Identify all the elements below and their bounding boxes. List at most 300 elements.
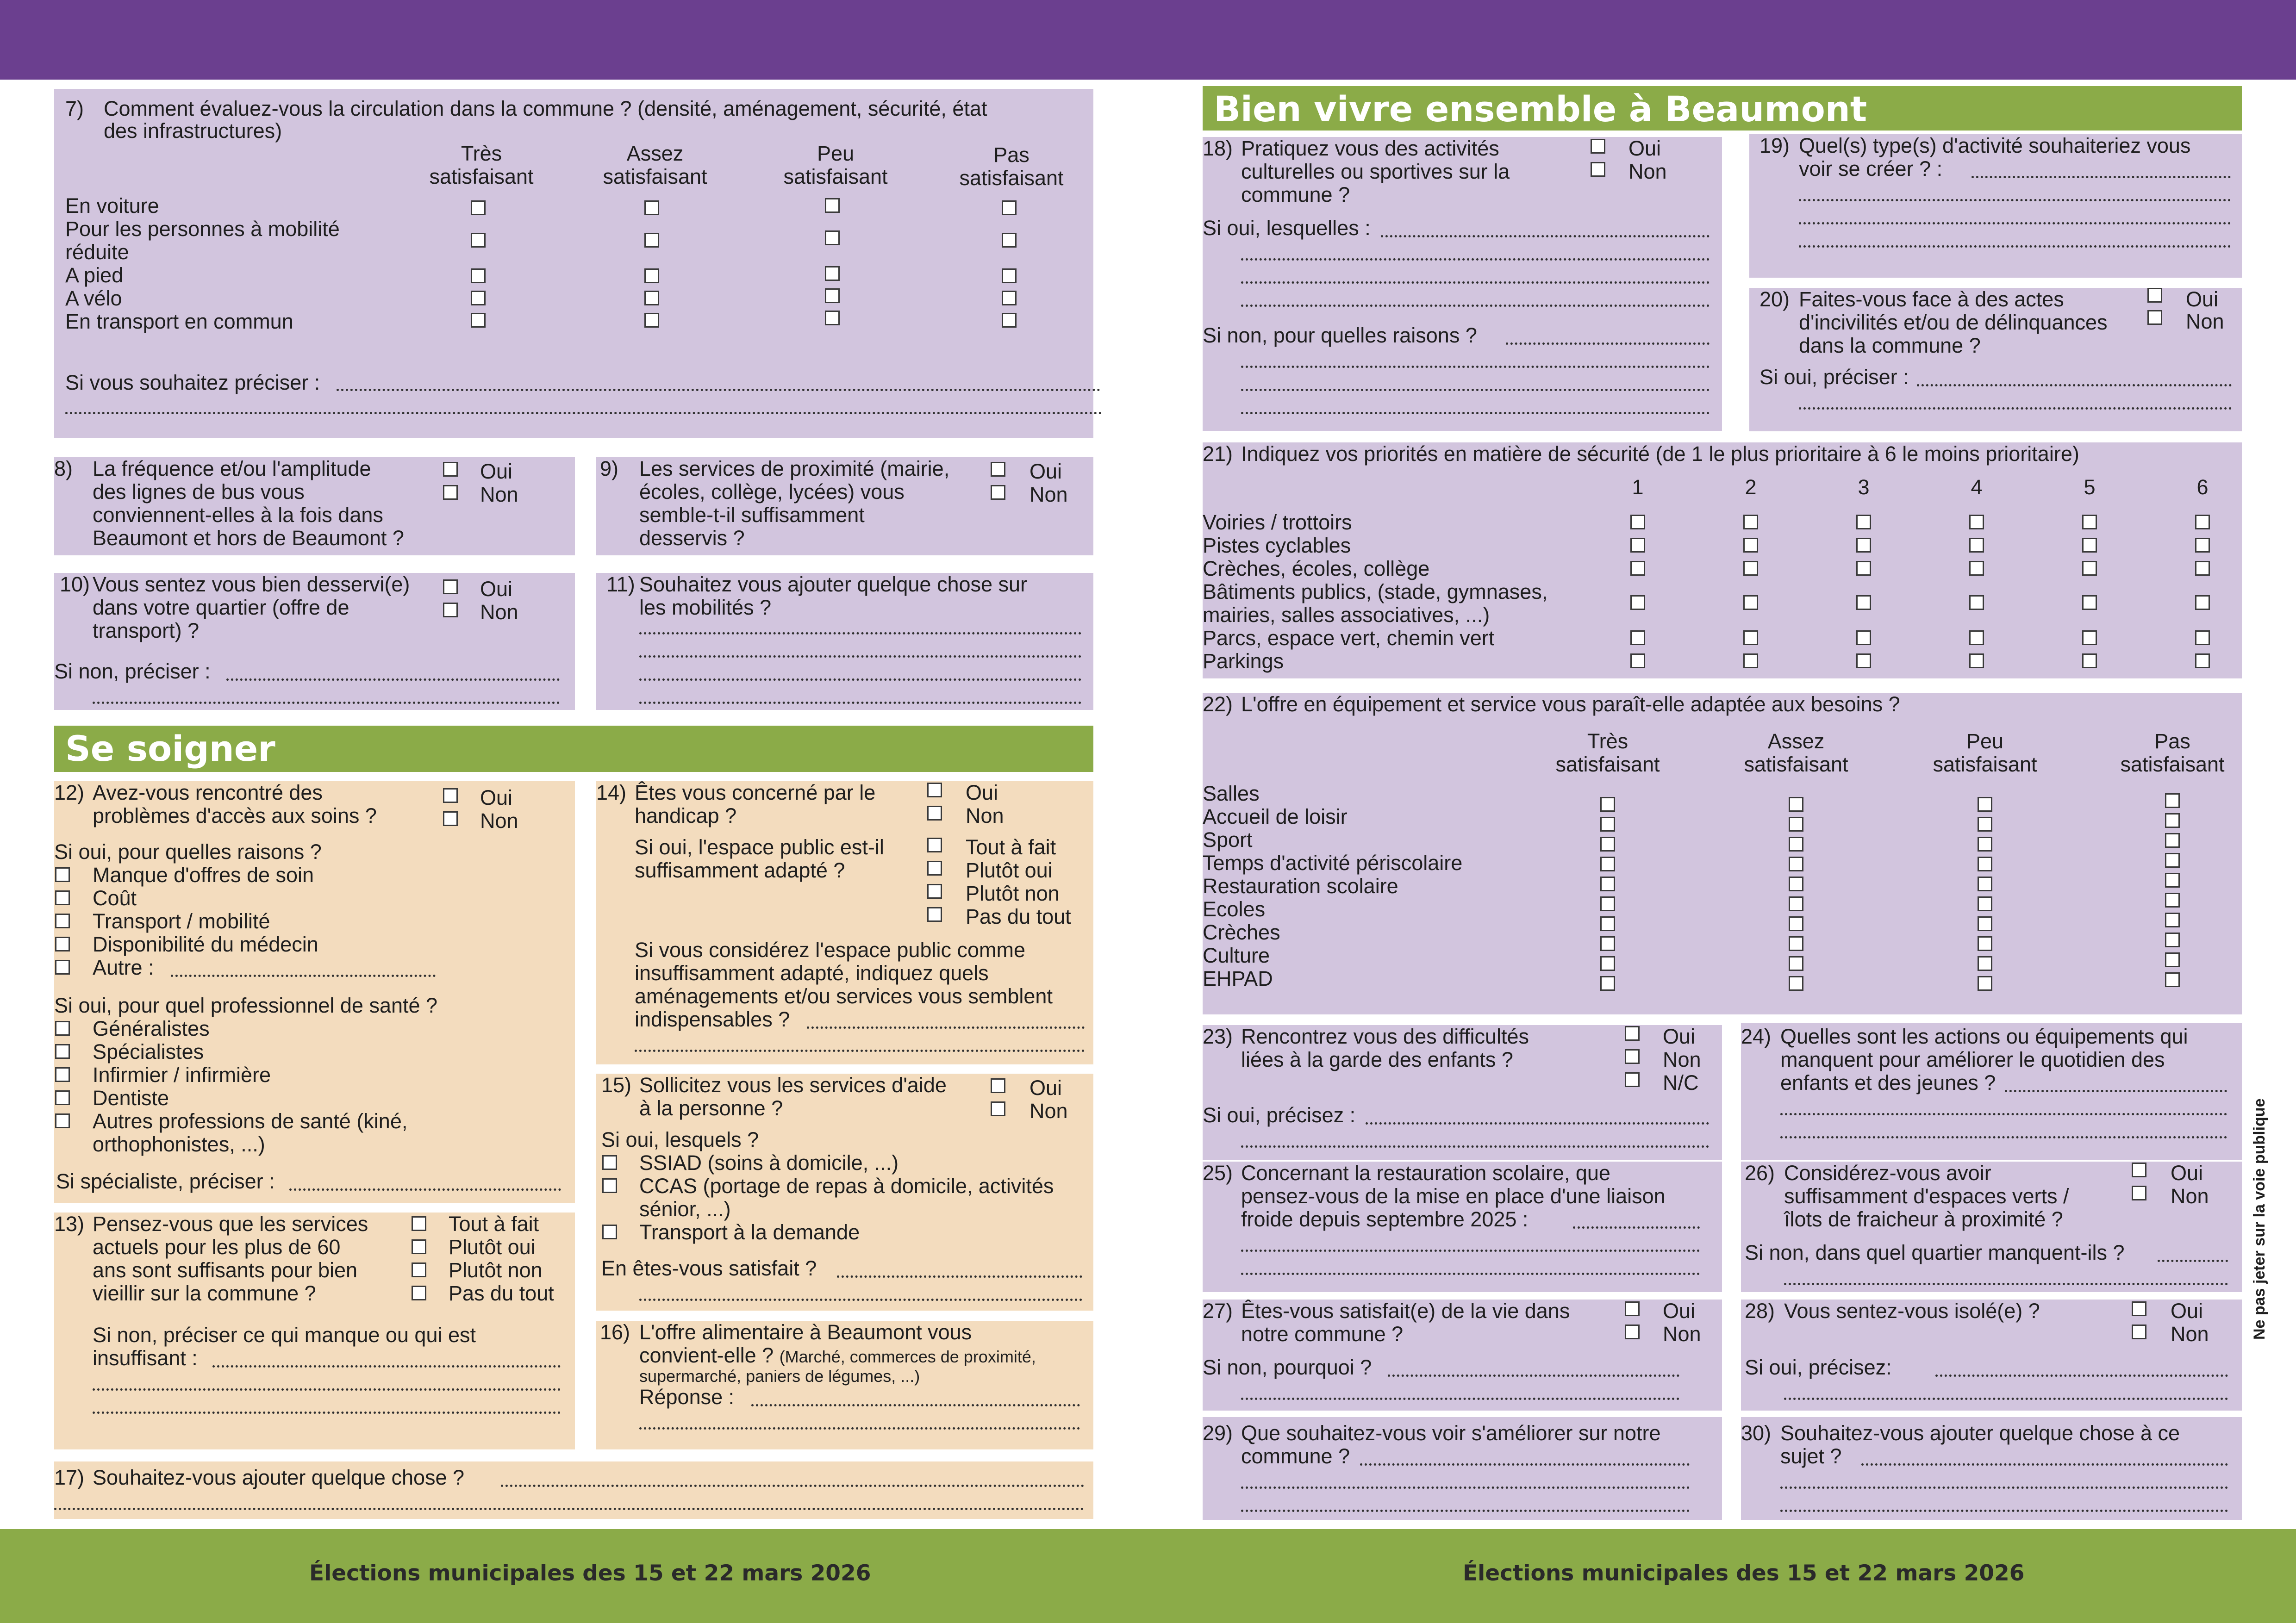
q22-checkbox[interactable]	[1789, 896, 1803, 911]
q21-checkbox[interactable]	[2195, 538, 2210, 553]
q7-checkbox[interactable]	[644, 233, 659, 248]
q21-checkbox[interactable]	[2082, 630, 2097, 645]
q15-service-checkbox[interactable]	[602, 1155, 617, 1170]
q7-checkbox[interactable]	[471, 313, 486, 328]
q10-answer-line[interactable]	[226, 678, 560, 681]
q8-non-checkbox[interactable]	[443, 485, 458, 500]
q25-answer-line[interactable]	[1241, 1273, 1700, 1275]
q21-checkbox[interactable]	[1969, 515, 1984, 529]
q18-yes-line[interactable]	[1381, 235, 1710, 237]
q30-answer-line[interactable]	[1780, 1486, 2228, 1489]
q21-row-label: Crèches, écoles, collège	[1203, 557, 1430, 580]
q22-checkbox[interactable]	[1789, 817, 1803, 832]
q18-no-line[interactable]	[1241, 389, 1710, 391]
q13-option-checkbox[interactable]	[412, 1216, 426, 1231]
q14-follow-line: Si vous considérez l'espace public comme	[635, 938, 1025, 962]
q22-checkbox[interactable]	[1600, 976, 1615, 991]
q21-checkbox[interactable]	[2082, 515, 2097, 529]
q20-non-checkbox[interactable]	[2147, 310, 2162, 325]
q18-non-checkbox[interactable]	[1591, 162, 1605, 177]
q19-answer-line[interactable]	[1799, 222, 2231, 224]
q22-checkbox[interactable]	[1978, 857, 1992, 871]
q22-checkbox[interactable]	[1600, 817, 1615, 832]
q22-checkbox[interactable]	[1600, 956, 1615, 971]
q15-oui-label: Oui	[1029, 1076, 1062, 1100]
q21-checkbox[interactable]	[1743, 561, 1758, 576]
q12-spec-line[interactable]	[289, 1188, 561, 1191]
q7-col4-header: Pas satisfaisant	[959, 143, 1064, 190]
q22-checkbox[interactable]	[1789, 837, 1803, 852]
q12-pro-checkbox[interactable]	[55, 1067, 70, 1082]
q14-option-checkbox[interactable]	[927, 838, 942, 852]
q21-checkbox[interactable]	[1743, 630, 1758, 645]
q22-checkbox[interactable]	[1978, 956, 1992, 971]
q7-checkbox[interactable]	[1002, 291, 1017, 305]
q9-non-checkbox[interactable]	[991, 485, 1005, 500]
q13-answer-line[interactable]	[212, 1365, 561, 1368]
q28-line: Vous sentez-vous isolé(e) ?	[1784, 1299, 2040, 1323]
q21-checkbox[interactable]	[1743, 595, 1758, 610]
q21-checkbox[interactable]	[1856, 515, 1871, 529]
q12-reason-checkbox[interactable]	[55, 890, 70, 905]
q22-checkbox[interactable]	[2165, 893, 2180, 908]
q23-num: 23)	[1203, 1025, 1233, 1048]
q7-checkbox[interactable]	[471, 233, 486, 248]
q19-answer-line[interactable]	[1799, 245, 2231, 248]
q9-oui-checkbox[interactable]	[991, 462, 1005, 477]
q21-checkbox[interactable]	[2082, 561, 2097, 576]
q25-line: Concernant la restauration scolaire, que	[1241, 1161, 1610, 1185]
q25-line: froide depuis septembre 2025 :	[1241, 1207, 1529, 1231]
q19-answer-line[interactable]	[1972, 176, 2231, 178]
q21-checkbox[interactable]	[1856, 538, 1871, 553]
q26-non-checkbox[interactable]	[2132, 1186, 2146, 1200]
q12-reason-label: Manque d'offres de soin	[93, 863, 314, 887]
q14-oui-checkbox[interactable]	[927, 783, 942, 797]
q13-answer-line[interactable]	[93, 1388, 561, 1391]
q29-answer-line[interactable]	[1360, 1463, 1690, 1466]
q18-line: Pratiquez vous des activités	[1241, 137, 1499, 160]
q13-option-label: Plutôt non	[449, 1258, 543, 1282]
q18-no-line[interactable]	[1506, 342, 1710, 345]
q21-row-label: Parkings	[1203, 649, 1284, 673]
q12-reason-checkbox[interactable]	[55, 914, 70, 928]
q22-checkbox[interactable]	[1600, 936, 1615, 951]
q21-checkbox[interactable]	[1743, 653, 1758, 668]
q15-service-label: CCAS (portage de repas à domicile, activités	[639, 1174, 1054, 1198]
q22-checkbox[interactable]	[1978, 817, 1992, 832]
q21-checkbox[interactable]	[2195, 653, 2210, 668]
q22-checkbox[interactable]	[2165, 952, 2180, 967]
q22-num: 22)	[1203, 692, 1233, 716]
q21-checkbox[interactable]	[2195, 515, 2210, 529]
q22-row-label: Restauration scolaire	[1203, 874, 1398, 898]
q22-checkbox[interactable]	[2165, 813, 2180, 828]
q28-non-checkbox[interactable]	[2132, 1325, 2146, 1339]
q12-pro-checkbox[interactable]	[55, 1021, 70, 1036]
q10-box	[54, 573, 575, 710]
q12-pro-label-cont: orthophonistes, ...)	[93, 1132, 265, 1156]
q22-box	[1203, 693, 2242, 1014]
q23-line: Rencontrez vous des difficultés	[1241, 1025, 1529, 1048]
q14-oui-label: Oui	[966, 781, 998, 804]
q11-num: 11)	[606, 572, 635, 596]
q7-row-label: En voiture	[65, 194, 159, 218]
q22-col4-header: Pas satisfaisant	[2120, 729, 2225, 776]
q22-checkbox[interactable]	[1789, 797, 1803, 812]
q13-option-checkbox[interactable]	[412, 1286, 426, 1300]
q26-answer-line[interactable]	[2158, 1260, 2228, 1262]
q21-rank-header: 2	[1745, 475, 1757, 499]
q27-non-checkbox[interactable]	[1625, 1325, 1640, 1339]
q15-answer-line[interactable]	[639, 1299, 1082, 1301]
q28-box	[1741, 1300, 2242, 1411]
q20-oui-checkbox[interactable]	[2147, 288, 2162, 303]
q16-num: 16)	[600, 1320, 630, 1344]
q7-question-line1: Comment évaluez-vous la circulation dans la commune ? (densité, aménagement, sécurité, état	[104, 97, 987, 120]
q22-checkbox[interactable]	[1789, 956, 1803, 971]
q21-num: 21)	[1203, 442, 1233, 466]
q21-checkbox[interactable]	[2195, 561, 2210, 576]
q22-checkbox[interactable]	[1600, 916, 1615, 931]
q14-option-label: Pas du tout	[966, 905, 1071, 928]
footer-left-text: Élections municipales des 15 et 22 mars 2026	[309, 1561, 871, 1586]
q26-box	[1741, 1162, 2242, 1292]
q22-checkbox[interactable]	[1600, 857, 1615, 871]
q21-checkbox[interactable]	[1630, 595, 1645, 610]
q21-checkbox[interactable]	[1630, 630, 1645, 645]
q25-num: 25)	[1203, 1161, 1233, 1185]
q29-answer-line[interactable]	[1241, 1486, 1690, 1489]
q21-checkbox[interactable]	[2082, 595, 2097, 610]
q21-checkbox[interactable]	[2195, 630, 2210, 645]
q7-answer-line[interactable]	[337, 389, 1100, 391]
q23-line: liées à la garde des enfants ?	[1241, 1048, 1513, 1071]
q12-non-checkbox[interactable]	[443, 811, 458, 826]
q21-checkbox[interactable]	[1969, 561, 1984, 576]
q22-checkbox[interactable]	[2165, 853, 2180, 868]
q7-answer-line[interactable]	[65, 412, 1102, 414]
q13-option-checkbox[interactable]	[412, 1262, 426, 1277]
q18-yes-line[interactable]	[1241, 258, 1710, 261]
q7-checkbox[interactable]	[825, 311, 840, 325]
q9-box	[596, 457, 1093, 555]
q7-checkbox[interactable]	[644, 291, 659, 305]
q30-line: sujet ?	[1780, 1444, 1842, 1468]
q22-row-label: Crèches	[1203, 920, 1280, 944]
q7-checkbox[interactable]	[825, 230, 840, 245]
q11-line: les mobilités ?	[639, 596, 772, 619]
q24-num: 24)	[1741, 1025, 1772, 1048]
q8-line: La fréquence et/ou l'amplitude	[93, 457, 371, 480]
q12-pro-checkbox[interactable]	[55, 1113, 70, 1128]
section-bien-vivre: Bien vivre ensemble à Beaumont	[1203, 86, 2242, 131]
q22-checkbox[interactable]	[1978, 896, 1992, 911]
q22-checkbox[interactable]	[1789, 976, 1803, 991]
q7-checkbox[interactable]	[825, 266, 840, 281]
q22-checkbox[interactable]	[1789, 857, 1803, 871]
q13-option-label: Plutôt oui	[449, 1235, 536, 1259]
q9-line: écoles, collège, lycées) vous	[639, 480, 905, 504]
section-se-soigner: Se soigner	[54, 726, 1093, 772]
q21-checkbox[interactable]	[1856, 595, 1871, 610]
q19-answer-line[interactable]	[1799, 199, 2231, 201]
q27-answer-line[interactable]	[1241, 1398, 1679, 1400]
q14-answer-line[interactable]	[635, 1050, 1085, 1052]
q21-checkbox[interactable]	[2082, 538, 2097, 553]
q12-pro-checkbox[interactable]	[55, 1090, 70, 1105]
q21-row-label: Bâtiments publics, (stade, gymnases,	[1203, 580, 1548, 603]
q8-oui-label: Oui	[480, 460, 513, 483]
q14-sub-line1: Si oui, l'espace public est-il	[635, 835, 884, 859]
q21-checkbox[interactable]	[1969, 630, 1984, 645]
q21-checkbox[interactable]	[1743, 515, 1758, 529]
q14-follow-line: insuffisamment adapté, indiquez quels	[635, 961, 989, 985]
q12-reason-checkbox[interactable]	[55, 960, 70, 975]
q22-checkbox[interactable]	[1789, 877, 1803, 891]
q15-service-checkbox[interactable]	[602, 1225, 617, 1239]
q11-answer-line[interactable]	[639, 678, 1081, 681]
q14-option-checkbox[interactable]	[927, 884, 942, 899]
q25-answer-line[interactable]	[1573, 1226, 1700, 1229]
q22-checkbox[interactable]	[1978, 837, 1992, 852]
q28-answer-line[interactable]	[1784, 1398, 2228, 1400]
q7-checkbox[interactable]	[1002, 268, 1017, 283]
q22-checkbox[interactable]	[1600, 837, 1615, 852]
q27-oui-checkbox[interactable]	[1625, 1301, 1640, 1316]
q14-option-checkbox[interactable]	[927, 907, 942, 922]
q25-box	[1203, 1162, 1722, 1292]
q26-non-label: Non	[2171, 1184, 2209, 1208]
q16-box	[596, 1321, 1093, 1449]
q26-num: 26)	[1745, 1161, 1775, 1185]
q30-box	[1741, 1417, 2242, 1520]
q24-line: manquent pour améliorer le quotidien des	[1780, 1048, 2165, 1071]
q13-num: 13)	[54, 1212, 85, 1236]
q18-yes-line[interactable]	[1241, 305, 1710, 307]
q20-line: d'incivilités et/ou de délinquances	[1799, 311, 2108, 334]
q15-service-label: SSIAD (soins à domicile, ...)	[639, 1151, 899, 1175]
q24-answer-line[interactable]	[1780, 1113, 2227, 1115]
q20-answer-line[interactable]	[1799, 407, 2232, 410]
q27-answer-line[interactable]	[1388, 1374, 1679, 1377]
q10-non-label: Non	[480, 600, 518, 624]
q29-line: commune ?	[1241, 1444, 1350, 1468]
q12-pro-checkbox[interactable]	[55, 1044, 70, 1059]
q28-oui-checkbox[interactable]	[2132, 1301, 2146, 1316]
q12-pro-label: Dentiste	[93, 1086, 169, 1110]
q7-checkbox[interactable]	[471, 291, 486, 305]
q15-oui-checkbox[interactable]	[991, 1078, 1005, 1093]
q30-num: 30)	[1741, 1421, 1772, 1445]
q21-question: Indiquez vos priorités en matière de sécurité (de 1 le plus prioritaire à 6 le moins prioritaire)	[1241, 442, 2079, 466]
q8-line: Beaumont et hors de Beaumont ?	[93, 526, 404, 550]
q12-pro-label: Autres professions de santé (kiné,	[93, 1109, 408, 1133]
q23-answer-line[interactable]	[1366, 1122, 1709, 1125]
q11-answer-line[interactable]	[639, 655, 1081, 658]
q12-autre-line[interactable]	[171, 975, 436, 977]
q21-checkbox[interactable]	[2195, 595, 2210, 610]
q21-checkbox[interactable]	[1969, 538, 1984, 553]
q7-checkbox[interactable]	[1002, 313, 1017, 328]
q17-question: Souhaitez-vous ajouter quelque chose ?	[93, 1466, 465, 1489]
q13-answer-line[interactable]	[93, 1412, 561, 1414]
q23-non-checkbox[interactable]	[1625, 1049, 1640, 1064]
q7-checkbox[interactable]	[471, 200, 486, 215]
q22-row-label: Accueil de loisir	[1203, 805, 1348, 828]
q14-answer-line[interactable]	[807, 1026, 1085, 1029]
q15-answer-line[interactable]	[837, 1275, 1082, 1278]
q24-answer-line[interactable]	[1780, 1136, 2227, 1138]
q20-follow-label: Si oui, préciser :	[1759, 365, 1909, 389]
q11-answer-line[interactable]	[639, 632, 1081, 634]
q7-checkbox[interactable]	[1002, 233, 1017, 248]
q15-non-checkbox[interactable]	[991, 1101, 1005, 1116]
q21-rank-header: 4	[1971, 475, 1983, 499]
q27-oui-label: Oui	[1663, 1299, 1696, 1323]
q14-option-checkbox[interactable]	[927, 861, 942, 876]
q22-checkbox[interactable]	[1978, 936, 1992, 951]
q7-checkbox[interactable]	[825, 288, 840, 303]
q28-follow-label: Si oui, précisez:	[1745, 1356, 1892, 1379]
q25-answer-line[interactable]	[1241, 1250, 1700, 1252]
q10-oui-checkbox[interactable]	[443, 579, 458, 594]
q21-checkbox[interactable]	[1856, 561, 1871, 576]
q21-checkbox[interactable]	[1743, 538, 1758, 553]
q15-line: à la personne ?	[639, 1096, 783, 1120]
q23-answer-line[interactable]	[1241, 1145, 1709, 1148]
q21-rank-header: 6	[2196, 475, 2209, 499]
q21-rank-header: 5	[2084, 475, 2096, 499]
q16-line2: convient-elle ? (Marché, commerces de proximité,	[639, 1343, 1036, 1367]
q22-checkbox[interactable]	[1978, 797, 1992, 812]
q8-line: des lignes de bus vous	[93, 480, 305, 504]
q19-line: voir se créer ? :	[1799, 157, 1943, 180]
q12-reasons-title: Si oui, pour quelles raisons ?	[54, 840, 322, 864]
q27-non-label: Non	[1663, 1322, 1701, 1346]
q16-answer-line[interactable]	[639, 1427, 1080, 1430]
q30-line: Souhaitez-vous ajouter quelque chose à ce	[1780, 1421, 2180, 1445]
q20-num: 20)	[1759, 287, 1790, 311]
q22-checkbox[interactable]	[2165, 793, 2180, 808]
q22-row-label: Temps d'activité périscolaire	[1203, 851, 1463, 875]
q23-follow-label: Si oui, précisez :	[1203, 1103, 1356, 1127]
q21-checkbox[interactable]	[1630, 515, 1645, 529]
q26-oui-checkbox[interactable]	[2132, 1163, 2146, 1177]
q29-box	[1203, 1417, 1722, 1520]
q8-oui-checkbox[interactable]	[443, 462, 458, 477]
q10-answer-line[interactable]	[93, 702, 560, 704]
q21-checkbox[interactable]	[1969, 653, 1984, 668]
q22-checkbox[interactable]	[1978, 976, 1992, 991]
q7-checkbox[interactable]	[644, 200, 659, 215]
q12-oui-checkbox[interactable]	[443, 788, 458, 803]
q15-service-checkbox[interactable]	[602, 1178, 617, 1193]
q9-line: desservis ?	[639, 526, 745, 550]
q20-answer-line[interactable]	[1917, 384, 2232, 386]
q7-checkbox[interactable]	[644, 313, 659, 328]
q12-reason-checkbox[interactable]	[55, 867, 70, 882]
q12-reason-label: Coût	[93, 886, 137, 910]
q15-box	[596, 1074, 1093, 1311]
q14-non-checkbox[interactable]	[927, 806, 942, 821]
q22-checkbox[interactable]	[1600, 896, 1615, 911]
q15-service-label-cont: sénior, ...)	[639, 1197, 731, 1221]
q23-oui-checkbox[interactable]	[1625, 1026, 1640, 1041]
q10-non-checkbox[interactable]	[443, 603, 458, 617]
q22-checkbox[interactable]	[2165, 873, 2180, 888]
q18-oui-checkbox[interactable]	[1591, 139, 1605, 154]
q23-nc-checkbox[interactable]	[1625, 1072, 1640, 1087]
q20-non-label: Non	[2186, 310, 2224, 333]
q22-row-label: EHPAD	[1203, 967, 1273, 990]
q22-checkbox[interactable]	[1789, 916, 1803, 931]
q21-checkbox[interactable]	[1630, 538, 1645, 553]
q17-answer-line[interactable]	[54, 1508, 1084, 1510]
q24-answer-line[interactable]	[2005, 1090, 2227, 1092]
q17-answer-line[interactable]	[501, 1485, 1084, 1487]
q29-line: Que souhaitez-vous voir s'améliorer sur notre	[1241, 1421, 1661, 1445]
q22-checkbox[interactable]	[2165, 972, 2180, 987]
q22-checkbox[interactable]	[1978, 916, 1992, 931]
q7-checkbox[interactable]	[471, 268, 486, 283]
q15-num: 15)	[601, 1073, 632, 1097]
q18-yes-line[interactable]	[1241, 281, 1710, 284]
q7-checkbox[interactable]	[825, 198, 840, 213]
q22-checkbox[interactable]	[2165, 833, 2180, 848]
q21-row-label: mairies, salles associatives, ...)	[1203, 603, 1490, 627]
q13-option-checkbox[interactable]	[412, 1239, 426, 1254]
q7-box	[54, 89, 1093, 438]
q22-checkbox[interactable]	[2165, 933, 2180, 947]
q29-answer-line[interactable]	[1241, 1510, 1690, 1512]
q30-answer-line[interactable]	[1861, 1463, 2228, 1466]
q22-checkbox[interactable]	[1978, 877, 1992, 891]
q21-rank-header: 3	[1858, 475, 1870, 499]
q11-answer-line[interactable]	[639, 702, 1081, 704]
q18-line: commune ?	[1241, 183, 1350, 206]
q28-answer-line[interactable]	[1935, 1374, 2228, 1377]
q21-checkbox[interactable]	[1630, 561, 1645, 576]
q21-checkbox[interactable]	[1630, 653, 1645, 668]
q22-checkbox[interactable]	[1600, 877, 1615, 891]
q7-checkbox[interactable]	[1002, 200, 1017, 215]
q21-box	[1203, 442, 2242, 678]
q22-question: L'offre en équipement et service vous paraît-elle adaptée aux besoins ?	[1241, 692, 1900, 716]
q7-checkbox[interactable]	[644, 268, 659, 283]
q18-no-line[interactable]	[1241, 366, 1710, 368]
q23-nc-label: N/C	[1663, 1071, 1699, 1094]
q21-checkbox[interactable]	[1856, 653, 1871, 668]
q12-reason-checkbox[interactable]	[55, 937, 70, 951]
q7-row-label: En transport en commun	[65, 310, 293, 333]
q22-checkbox[interactable]	[1600, 797, 1615, 812]
q13-line: Pensez-vous que les services	[93, 1212, 368, 1236]
q26-answer-line[interactable]	[1784, 1283, 2228, 1285]
q18-no-line[interactable]	[1241, 412, 1710, 414]
q22-checkbox[interactable]	[1789, 936, 1803, 951]
q21-checkbox[interactable]	[2082, 653, 2097, 668]
q21-checkbox[interactable]	[1856, 630, 1871, 645]
q21-checkbox[interactable]	[1969, 595, 1984, 610]
q30-answer-line[interactable]	[1780, 1510, 2228, 1512]
q17-box	[54, 1461, 1093, 1519]
q23-non-label: Non	[1663, 1048, 1701, 1071]
q21-row-label: Voiries / trottoirs	[1203, 510, 1352, 534]
q22-checkbox[interactable]	[2165, 913, 2180, 927]
q16-answer-line[interactable]	[751, 1404, 1080, 1406]
q12-oui-label: Oui	[480, 786, 513, 809]
